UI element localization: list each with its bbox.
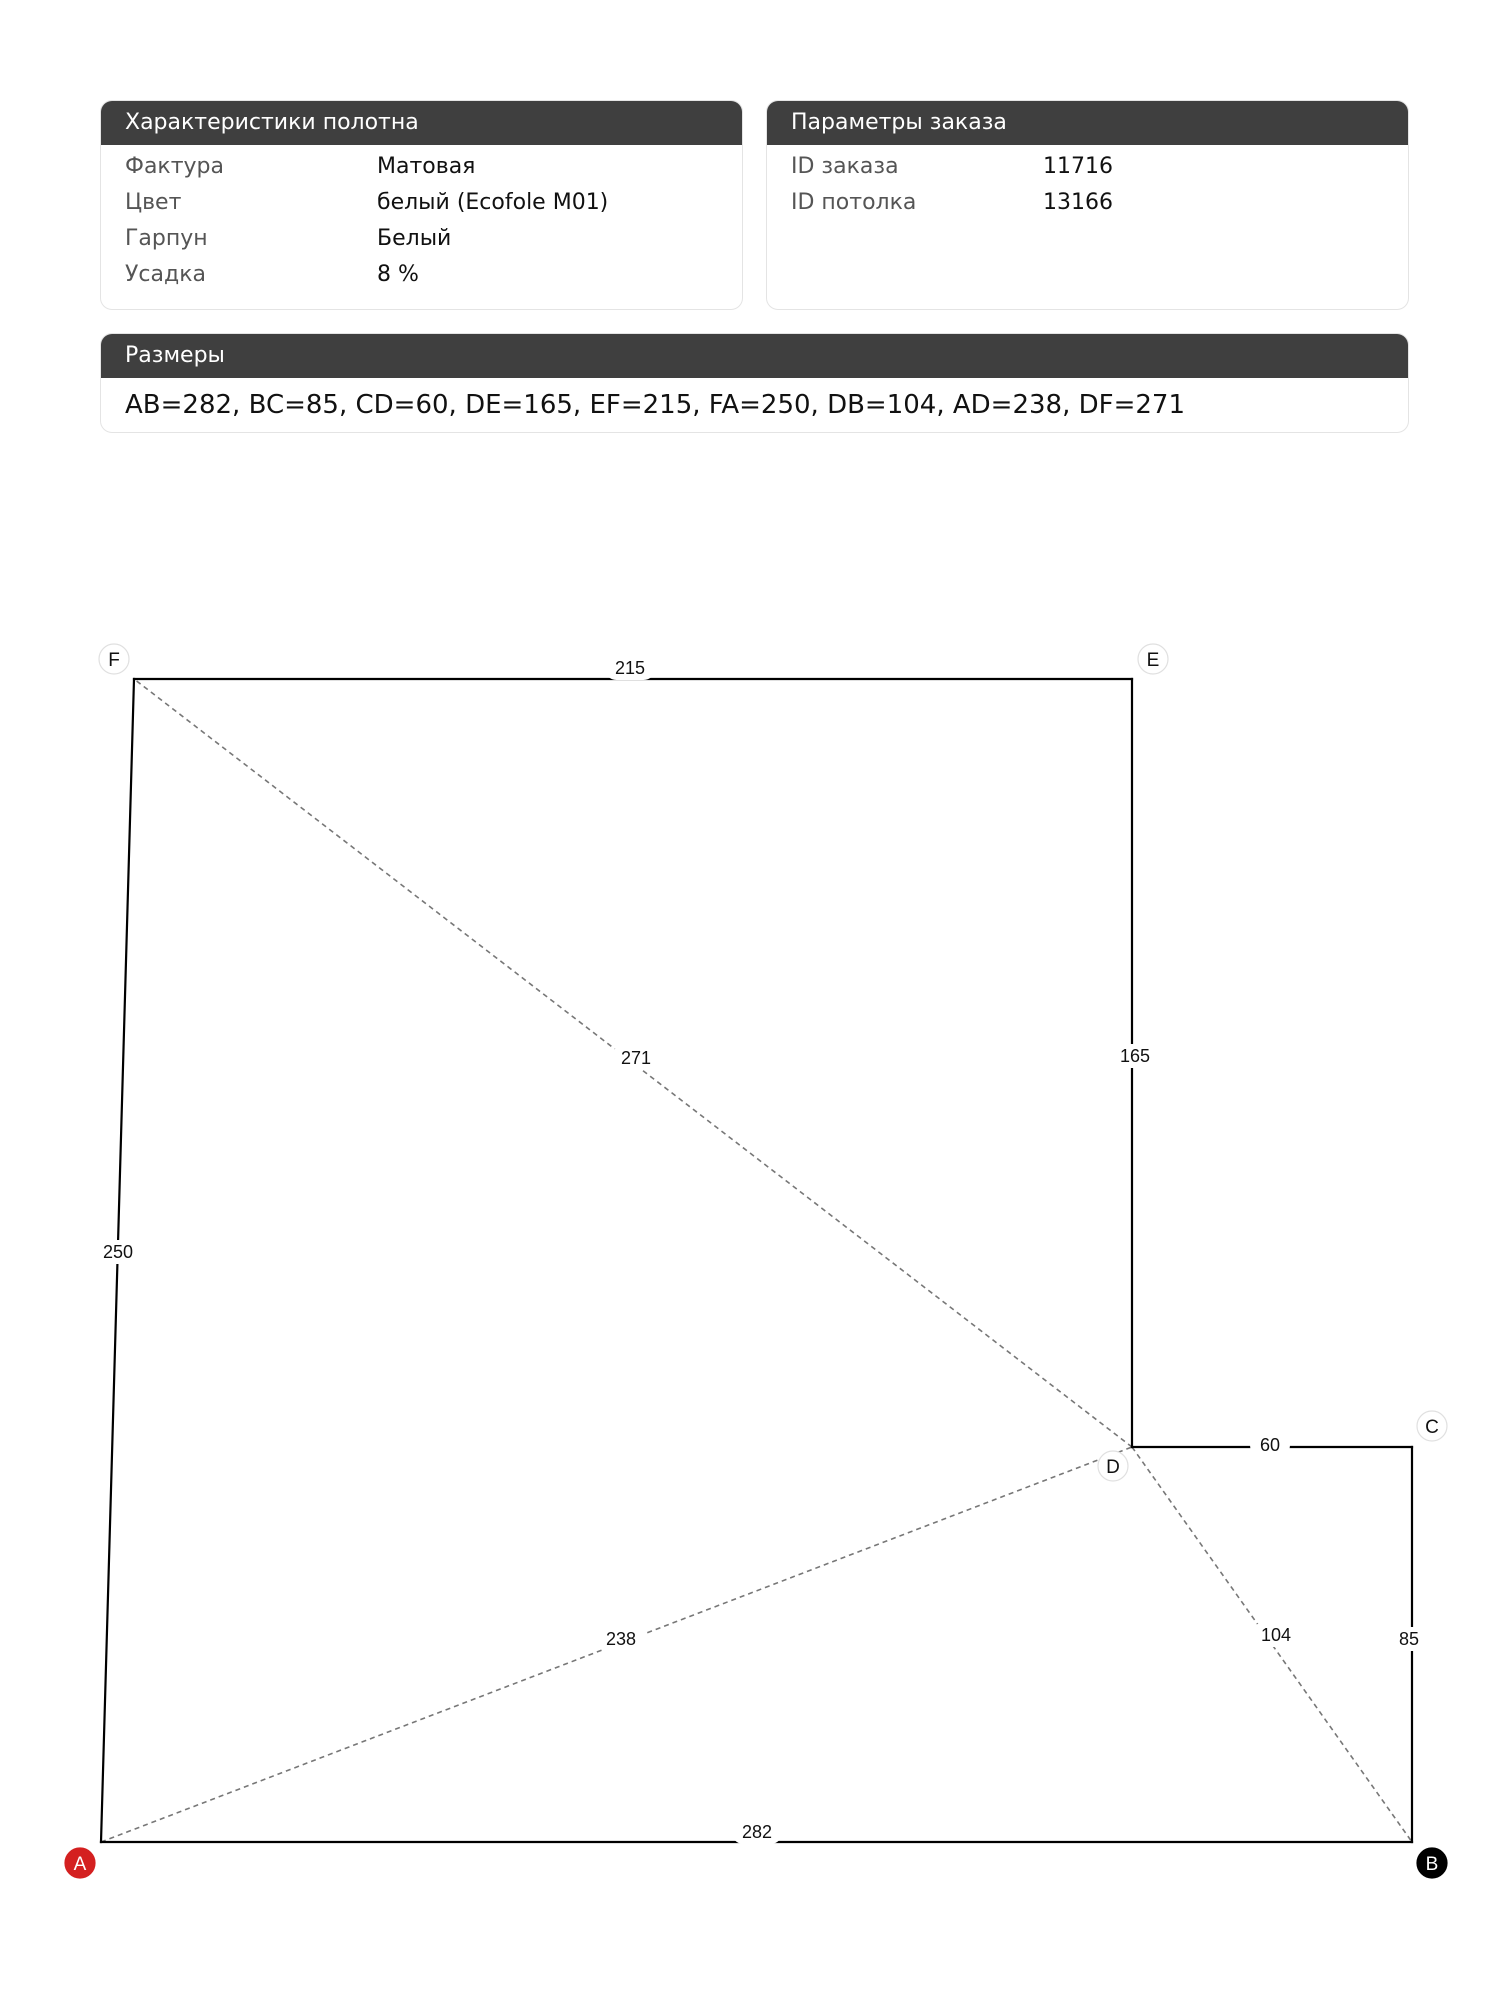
color-value: белый (Ecofole M01) [377, 190, 609, 215]
side-fa-length: 250 [102, 1242, 134, 1262]
shrinkage-value: 8 % [377, 262, 419, 287]
harpoon-label: Гарпун [125, 226, 208, 251]
vertex-a-letter: A [73, 1854, 87, 1875]
diagonal-ad-length: 238 [605, 1629, 637, 1649]
diagonal-df-length: 271 [620, 1048, 652, 1068]
vertex-a[interactable] [65, 1848, 95, 1878]
side-de-length: 165 [1119, 1046, 1151, 1066]
sizes-list: AB=282, BC=85, CD=60, DE=165, EF=215, FA=250, DB=104, AD=238, DF=271 [125, 390, 1186, 420]
vertex-d-letter: D [1106, 1457, 1120, 1478]
vertex-d[interactable] [1098, 1451, 1128, 1481]
diagonal-ad-label [596, 1627, 647, 1651]
length-labels-layer [93, 656, 1430, 1844]
canvas-specs-title: Характеристики полотна [101, 101, 742, 145]
diagonals-layer [101, 679, 1412, 1842]
vertex-b[interactable] [1417, 1848, 1447, 1878]
ceiling-id-label: ID потолка [791, 190, 917, 215]
side-cd-length: 60 [1259, 1435, 1281, 1455]
side-fa-label [93, 1240, 144, 1264]
color-label: Цвет [125, 190, 182, 215]
diagonal-db-length: 104 [1260, 1625, 1292, 1645]
side-de-label [1110, 1044, 1161, 1068]
side-ab-label [732, 1820, 783, 1844]
vertex-b-letter: B [1425, 1854, 1439, 1875]
texture-value: Матовая [377, 154, 476, 179]
sizes-title: Размеры [101, 334, 1408, 378]
side-bc-length: 85 [1398, 1629, 1420, 1649]
order-params-title: Параметры заказа [767, 101, 1408, 145]
vertex-f[interactable] [99, 644, 129, 674]
side-cd-label [1250, 1433, 1290, 1457]
vertex-c[interactable] [1417, 1411, 1447, 1441]
vertex-e[interactable] [1138, 644, 1168, 674]
side-ef-label [605, 656, 656, 680]
side-ef-length: 215 [614, 658, 646, 678]
shrinkage-label: Усадка [125, 262, 206, 287]
side-bc-label [1389, 1627, 1429, 1651]
diagonal-db-label [1251, 1623, 1302, 1647]
vertex-f-letter: F [108, 650, 120, 671]
sides-layer [101, 679, 1412, 1842]
vertex-c-letter: C [1425, 1417, 1439, 1438]
texture-label: Фактура [125, 154, 224, 179]
harpoon-value: Белый [377, 226, 452, 251]
order-id-value: 11716 [1043, 154, 1113, 179]
ceiling-id-value: 13166 [1043, 190, 1113, 215]
order-id-label: ID заказа [791, 154, 899, 179]
vertex-markers-layer [65, 644, 1447, 1878]
diagonal-df-label [611, 1046, 662, 1070]
side-ab-length: 282 [741, 1822, 773, 1842]
vertex-e-letter: E [1146, 650, 1160, 671]
